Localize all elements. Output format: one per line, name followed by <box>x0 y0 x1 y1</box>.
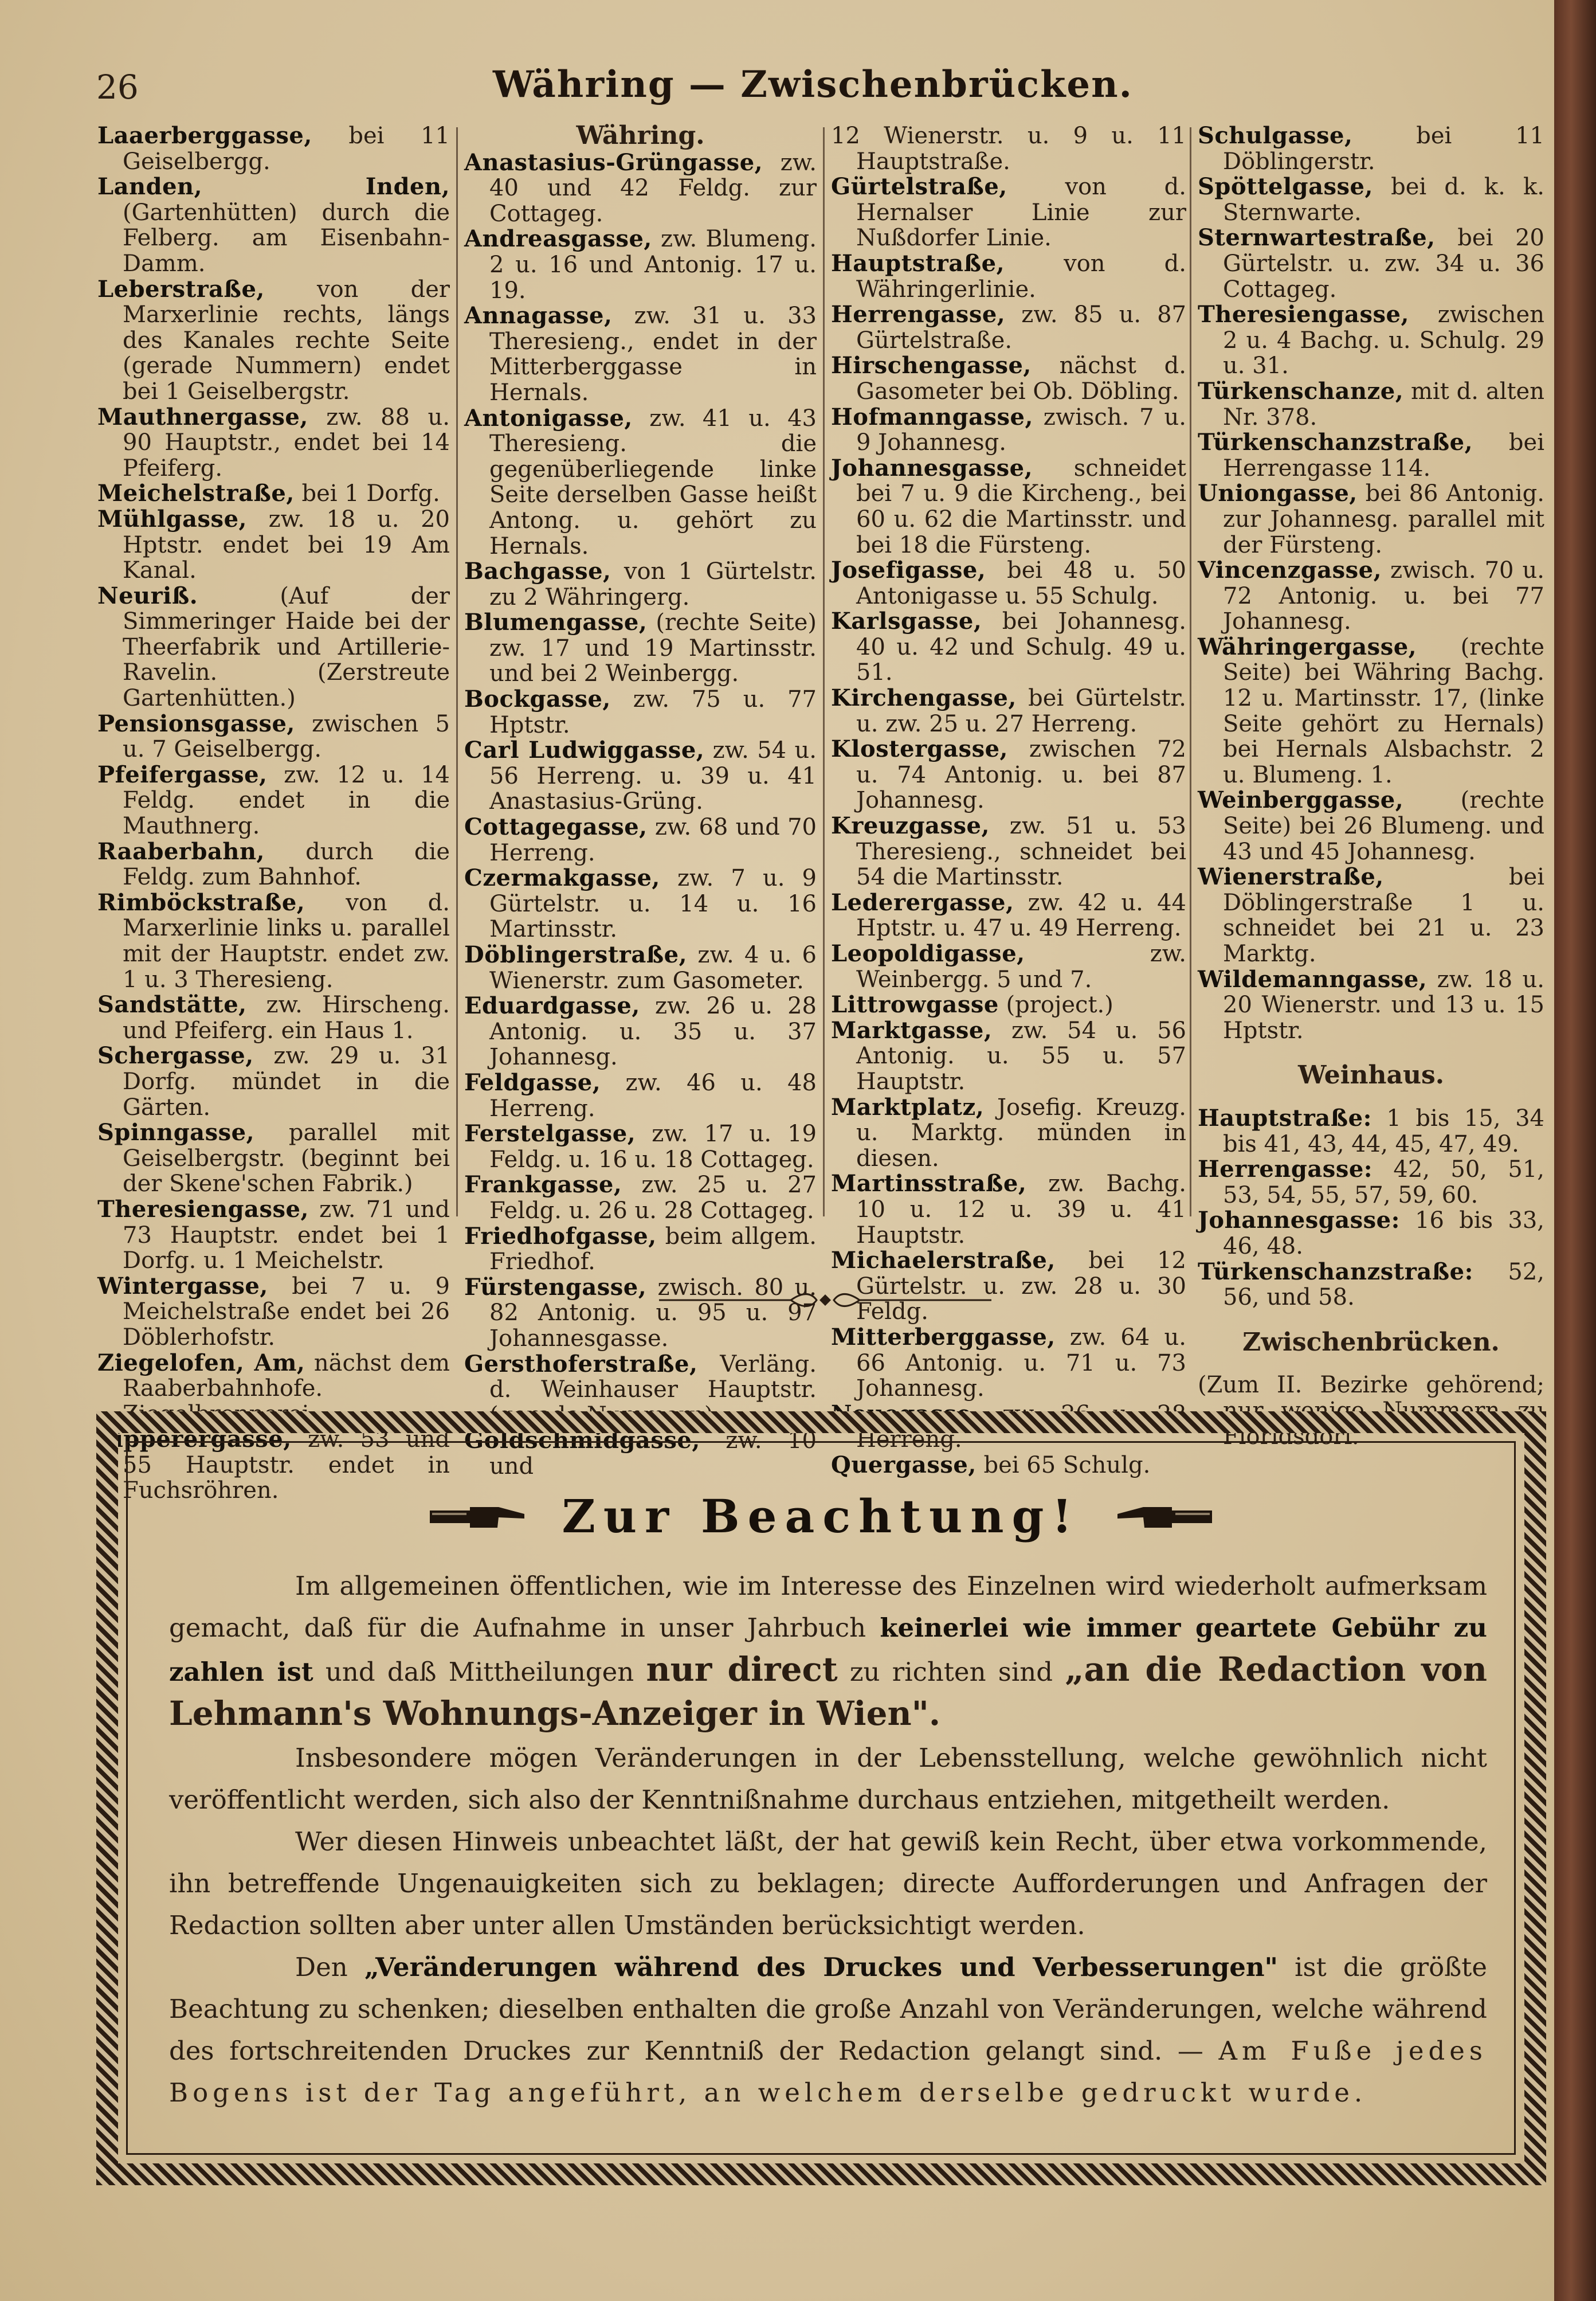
street-name: Frankgasse, <box>464 1171 622 1199</box>
street-description: zw. 18 u. 20 Hptstr. endet bei 19 Am Kanal. <box>123 506 450 584</box>
street-entry <box>1198 1157 1544 1208</box>
notice-text: und daß Mittheilungen <box>313 1657 646 1687</box>
street-description: von 1 Gürtelstr. zu 2 Währingerg. <box>489 558 817 611</box>
street-name: Währingergasse, <box>1198 633 1417 660</box>
street-entry <box>464 226 817 303</box>
street-entry <box>1198 379 1544 430</box>
street-name: Döblingerstraße, <box>464 941 688 968</box>
street-name: Hofmanngasse, <box>831 403 1033 431</box>
street-description: zw. 12 u. 14 Feldg. endet in die Mauthnerg. <box>123 761 450 840</box>
street-description: zwisch. 7 u. 9 Johannesg. <box>856 404 1186 456</box>
street-entry <box>464 1172 817 1223</box>
street-column-4 <box>1198 122 1544 1450</box>
street-name: Quergasse, <box>831 1451 977 1478</box>
street-entry <box>464 815 817 866</box>
street-description: bei 1 Dorfg. <box>294 480 440 507</box>
street-description: zw. 4 u. 6 Wienerstr. zum Gasometer. <box>489 942 817 994</box>
street-entry <box>831 609 1186 686</box>
notice-body <box>169 1565 1487 2114</box>
street-name: Weinberggasse, <box>1198 786 1404 814</box>
street-name: Vincenzgasse, <box>1198 557 1382 584</box>
street-description: bei 86 Antonig. zur Johannesg. parallel mit der Fürsteng. <box>1223 480 1544 558</box>
street-name: Laaerberggasse, <box>97 122 312 149</box>
street-entry <box>464 866 817 942</box>
street-description: zw. 26 u. 28 Herreng. <box>856 1400 1186 1453</box>
street-description: bei Johannesg. 40 u. 42 und Schulg. 49 u. 51. <box>856 608 1186 686</box>
street-entry <box>464 406 817 559</box>
notice-text: zu richten sind <box>837 1657 1065 1687</box>
street-name: Türkenschanzstraße, <box>1198 429 1473 456</box>
street-description: zw. 88 u. 90 Hauptstr., endet bei 14 Pfeiferg. <box>123 404 450 482</box>
street-name: Anastasius-Grüngasse, <box>464 148 763 176</box>
street-description: zw. 29 u. 31 Dorfg. mündet in die Gärten. <box>123 1043 450 1121</box>
street-description: (Gartenhütten) durch die Felberg. am Eisenbahn-Damm. <box>123 199 450 277</box>
street-entry <box>97 839 450 890</box>
street-entry <box>1198 788 1544 864</box>
pointing-hand-right-icon <box>430 1499 527 1533</box>
street-description: (rechte Seite) bei Währing Bachg. 12 u. Martinsstr. 17, (linke Seite gehört zu Hernals) bei Hernals Alsbachstr. 2 u. Blumeng. 1. <box>1223 633 1544 788</box>
street-name: Zipperergasse, <box>97 1426 292 1453</box>
street-entry <box>1198 123 1544 174</box>
street-entry <box>97 1274 450 1351</box>
street-name: Littrowgasse <box>831 991 999 1019</box>
notice-title: Zur Beachtung! <box>562 1489 1080 1543</box>
street-entry <box>97 584 450 711</box>
street-description: zw. 26 u. 28 Antonig. u. 35 u. 37 Johannesg. <box>489 993 817 1071</box>
street-entry <box>831 890 1186 941</box>
street-name: Gürtelstraße, <box>831 173 1007 201</box>
street-entry <box>97 405 450 482</box>
street-entry <box>1198 1208 1544 1259</box>
zwischenbruecken-note: (Zum II. Bezirke gehörend; nur wenige Nummern zu Floridsdorf. <box>1198 1372 1544 1450</box>
street-name: Feldgasse, <box>464 1069 601 1096</box>
street-name: Mühlgasse, <box>97 505 247 533</box>
street-entry <box>831 405 1186 456</box>
street-name: Hauptstraße, <box>831 249 1005 277</box>
street-description: bei 11 Döblingerstr. <box>1223 123 1544 175</box>
street-description: zw. Blumeng. 2 u. 16 und Antonig. 17 u. 19. <box>489 226 817 304</box>
street-description: (Auf der Simmeringer Haide bei der Theerfabrik und Artillerie-Ravelin. (Zerstreute Gartenhütten.) <box>123 582 450 712</box>
street-name: Karlsgasse, <box>831 608 982 635</box>
street-name: Spinngasse, <box>97 1119 255 1146</box>
street-entry <box>97 711 450 762</box>
street-name: Landen, Inden, <box>97 173 450 201</box>
street-entry <box>464 150 817 227</box>
street-entry <box>1198 174 1544 225</box>
street-entry <box>831 251 1186 302</box>
street-column-3 <box>831 123 1186 1478</box>
street-entry <box>1198 481 1544 558</box>
street-description: beim allgem. Friedhof. <box>489 1223 817 1275</box>
street-description: bei 11 Geiselbergg. <box>123 123 450 175</box>
street-entry <box>97 507 450 584</box>
street-entry <box>1198 1106 1544 1157</box>
street-name: Leopoldigasse, <box>831 940 1025 967</box>
street-entry <box>831 992 1186 1018</box>
street-entry <box>97 277 450 405</box>
street-name: Ferstelgasse, <box>464 1120 636 1148</box>
street-description: bei Döblingerstraße 1 u. schneidet bei 21 u. 23 Marktg. <box>1223 864 1544 967</box>
street-name: Carl Ludwiggasse, <box>464 737 705 764</box>
street-description: zw. Weinbergg. 5 und 7. <box>856 941 1186 993</box>
street-entry <box>831 813 1186 890</box>
column-rule <box>456 127 458 1216</box>
street-description: (rechte Seite) bei 26 Blumeng. und 43 und 45 Johannesg. <box>1223 787 1544 865</box>
street-description: zw. Bachg. 10 u. 12 u. 39 u. 41 Hauptstr. <box>856 1171 1186 1249</box>
street-description: nächst d. Gasometer bei Ob. Döbling. <box>856 353 1186 405</box>
street-name: Mauthnergasse, <box>97 403 308 431</box>
street-entry <box>1198 1259 1544 1310</box>
street-entry <box>97 123 450 174</box>
street-name: Michaelerstraße, <box>831 1247 1056 1274</box>
street-entry <box>831 353 1186 404</box>
street-name: Herrengasse: <box>1198 1156 1373 1183</box>
street-name: Herrengasse, <box>831 301 1006 328</box>
street-entry <box>831 1248 1186 1325</box>
street-column-1 <box>97 122 450 1504</box>
street-name: Neuriß. <box>97 582 198 609</box>
street-name: Leberstraße, <box>97 275 265 303</box>
notice-emphasis: „Veränderungen während des Druckes und Verbesserungen" <box>364 1952 1279 1982</box>
street-description: (project.) <box>998 992 1113 1019</box>
street-name: Pensionsgasse, <box>97 710 295 737</box>
street-entry <box>831 1171 1186 1248</box>
street-name: Marktgasse, <box>831 1016 993 1044</box>
street-name: Johannesgasse, <box>831 454 1033 482</box>
street-name: Marktplatz, <box>831 1093 985 1121</box>
street-description: bei Herrengasse 114. <box>1223 429 1544 482</box>
street-entry <box>831 1095 1186 1172</box>
street-name: Ziegelofen, Am, <box>97 1349 305 1376</box>
street-entry <box>831 558 1186 609</box>
street-entry <box>97 1043 450 1120</box>
street-name: Türkenschanzstraße: <box>1198 1258 1473 1285</box>
street-description: zw. 54 u. 56 Herreng. u. 39 u. 41 Anastasius-Grüng. <box>489 737 817 815</box>
street-description: von der Marxerlinie rechts, längs des Kanales rechte Seite (gerade Nummern) endet bei 1 Geiselbergstr. <box>123 276 450 405</box>
street-name: Goldschmidgasse, <box>464 1427 700 1454</box>
street-description: 12 Wienerstr. u. 9 u. 11 Hauptstraße. <box>831 123 1186 175</box>
street-description: zwischen 2 u. 4 Bachg. u. Schulg. 29 u. 31. <box>1223 302 1544 379</box>
street-description: bei d. k. k. Sternwarte. <box>1223 174 1544 226</box>
street-entry <box>1198 864 1544 966</box>
street-name: Klostergasse, <box>831 735 1008 763</box>
street-description: zw. 75 u. 77 Hptstr. <box>489 686 817 738</box>
book-edge <box>1554 0 1596 2301</box>
subheading-weinhaus: Weinhaus. <box>1297 1061 1445 1090</box>
street-entry <box>464 559 817 610</box>
street-description: zw. 54 u. 56 Antonig. u. 55 u. 57 Hauptstr. <box>856 1017 1186 1095</box>
street-entry <box>97 890 450 992</box>
street-name: Friedhofgasse, <box>464 1222 657 1250</box>
street-entry <box>1198 225 1544 302</box>
street-name: Josefigasse, <box>831 557 986 584</box>
street-description: zw. 40 und 42 Feldg. zur Cottageg. <box>489 149 817 227</box>
street-entry <box>831 174 1186 251</box>
street-name: Gersthoferstraße, <box>464 1350 698 1378</box>
notice-emphasis: keinerlei wie immer geartete Gebühr zu zahlen ist <box>169 1613 1488 1687</box>
street-description: zw. 18 u. 20 Wienerstr. und 13 u. 15 Hptstr. <box>1223 966 1544 1044</box>
street-entry <box>831 737 1186 813</box>
street-description: von d. Marxerlinie links u. parallel mit der Hauptstr. endet zw. 1 u. 3 Theresieng. <box>123 889 450 993</box>
subheading-zwischenbruecken: Zwischenbrücken. <box>1242 1327 1500 1357</box>
street-entry <box>1198 967 1544 1044</box>
notice-emphasis: nur direct <box>646 1650 838 1689</box>
street-name: Hirschengasse, <box>831 352 1032 379</box>
street-description: mit d. alten Nr. 378. <box>1223 378 1544 431</box>
street-name: Theresiengasse, <box>97 1195 309 1223</box>
street-entry <box>464 993 817 1070</box>
street-description: 1 bis 15, 34 bis 41, 43, 44, 45, 47, 49. <box>1223 1105 1544 1157</box>
street-column-2 <box>464 121 817 1480</box>
notice-address: „an die Redaction von Lehmann's Wohnungs-Anzeiger in Wien". <box>169 1650 1487 1733</box>
street-description: bei 65 Schulg. <box>976 1451 1151 1478</box>
street-entry <box>97 1120 450 1197</box>
street-description: zw. Hirscheng. und Pfeiferg. ein Haus 1. <box>123 992 450 1044</box>
street-entry <box>831 1018 1186 1095</box>
street-description: zwischen 5 u. 7 Geiselbergg. <box>123 710 450 763</box>
street-name: Meichelstraße, <box>97 480 295 507</box>
street-name: Andreasgasse, <box>464 225 652 253</box>
street-name: Bachgasse, <box>464 558 611 585</box>
street-description: zw. 10 und <box>489 1427 817 1480</box>
street-entry <box>1198 558 1544 635</box>
street-description: zw. 71 und 73 Hauptstr. endet bei 1 Dorfg. u. 1 Meichelstr. <box>123 1196 450 1274</box>
street-entry <box>1198 302 1544 379</box>
street-entry <box>831 123 1186 174</box>
column-rule <box>823 127 825 1216</box>
street-name: Schulgasse, <box>1198 122 1353 149</box>
street-name: Hauptstraße: <box>1198 1104 1372 1132</box>
column-rule <box>1190 127 1191 1216</box>
street-description: Verläng. d. Weinhauser Hauptstr. (gerade Nummern) <box>489 1351 817 1429</box>
pointing-hand-left-icon <box>1115 1499 1212 1533</box>
notice-text: ist die größte Beachtung zu schenken; dieselben enthalten die große Anzahl von Veränderungen, welche während des fortschreitenden Druckes zur Kenntniß der Redaction gelangt sind. — <box>169 1952 1487 2066</box>
street-description: bei 12 Gürtelstr. u. zw. 28 u. 30 Feldg. <box>856 1247 1186 1325</box>
street-name: Wintergasse, <box>97 1272 268 1300</box>
street-description: parallel mit Geiselbergstr. (beginnt bei der Skene'schen Fabrik.) <box>123 1120 450 1198</box>
street-entry <box>1198 635 1544 788</box>
street-entry <box>831 1325 1186 1402</box>
street-entry <box>464 610 817 687</box>
street-description: schneidet bei 7 u. 9 die Kircheng., bei 60 u. 62 die Martinsstr. und bei 18 die Fürsteng. <box>856 455 1186 558</box>
street-name: Sternwartestraße, <box>1198 224 1436 252</box>
street-name: Neuegasse, <box>831 1400 980 1427</box>
district-heading-waehring: Währing. <box>576 121 705 150</box>
street-entry <box>464 1224 817 1275</box>
street-name: Lederergasse, <box>831 889 1014 916</box>
street-name: Mitterberggasse, <box>831 1323 1056 1351</box>
street-description: nächst dem Raaberbahnhofe. Ziegelbrennerei. <box>123 1349 450 1427</box>
street-description: zw. 46 u. 48 Herreng. <box>489 1069 817 1122</box>
street-name: Kirchengasse, <box>831 684 1017 712</box>
notice-text: Den <box>295 1952 364 1982</box>
street-description: zw. 41 u. 43 Theresieng. die gegenüberliegende linke Seite derselben Gasse heißt Antong. u. gehört zu Hernals. <box>489 405 817 559</box>
street-name: Fürstengasse, <box>464 1273 647 1301</box>
notice-paragraph-2: Insbesondere mögen Veränderungen in der Lebensstellung, welche gewöhnlich nicht veröffentlicht werden, sich also der Kenntnißnahme durchaus entziehen, mitgetheilt werden. <box>169 1743 1487 1815</box>
street-entry <box>464 1070 817 1121</box>
street-name: Pfeifergasse, <box>97 761 268 788</box>
street-description: zw. 42 u. 44 Hptstr. u. 47 u. 49 Herreng. <box>856 889 1186 942</box>
street-description: Josefig. Kreuzg. u. Marktg. münden in diesen. <box>856 1094 1186 1172</box>
page-number: 26 <box>96 68 139 107</box>
notice-text: Im allgemeinen öffentlichen, wie im Interesse des Einzelnen wird wiederholt aufmerksam gemacht, daß für die Aufnahme in unser Jahrbuch <box>169 1571 1487 1643</box>
street-entry <box>464 942 817 993</box>
street-entry <box>831 941 1186 992</box>
street-name: Bockgasse, <box>464 686 611 713</box>
street-description: zwisch. 80 u. 82 Antonig. u. 95 u. 97 Johannesgasse. <box>489 1274 817 1352</box>
street-description: zw. 7 u. 9 Gürtelstr. u. 14 u. 16 Martinsstr. <box>489 865 817 943</box>
street-description: zwisch. 70 u. 72 Antonig. u. bei 77 Johannesg. <box>1223 557 1544 635</box>
notice-spaced-text: Am Fuße jedes Bogens ist der Tag angeführt, an welchem derselbe gedruckt wurde. <box>169 2036 1487 2108</box>
street-name: Kreuzgasse, <box>831 812 990 840</box>
street-description: (rechte Seite) zw. 17 und 19 Martinsstr. und bei 2 Weinbergg. <box>489 609 817 687</box>
street-name: Cottagegasse, <box>464 813 648 841</box>
street-description: zw. 64 u. 66 Antonig. u. 71 u. 73 Johannesg. <box>856 1324 1186 1402</box>
street-entry <box>464 1275 817 1352</box>
street-name: Antonigasse, <box>464 404 633 432</box>
street-name: Eduardgasse, <box>464 992 640 1020</box>
street-entry <box>464 738 817 815</box>
street-description: bei 20 Gürtelstr. u. zw. 34 u. 36 Cottageg. <box>1223 225 1544 303</box>
street-name: Blumengasse, <box>464 609 648 636</box>
street-description: von d. Hernalser Linie zur Nußdorfer Linie. <box>856 174 1186 252</box>
street-description: 16 bis 33, 46, 48. <box>1223 1207 1544 1259</box>
notice-paragraph-3: Wer diesen Hinweis unbeachtet läßt, der hat gewiß kein Recht, über etwa vorkommende, ihn betreffende Ungenauigkeiten sich zu beklagen; directe Aufforderungen und Anfragen der Redaction sollten aber unter allen Umständen berücksichtigt werden. <box>169 1826 1487 1940</box>
notice-paragraph-1 <box>169 1565 1487 1737</box>
street-name: Sandstätte, <box>97 991 247 1019</box>
street-entry <box>464 1121 817 1172</box>
street-description: zw. 51 u. 53 Theresieng., schneidet bei 54 die Martinsstr. <box>856 813 1186 891</box>
street-description: bei 48 u. 50 Antonigasse u. 55 Schulg. <box>856 557 1186 609</box>
street-name: Wienerstraße, <box>1198 863 1384 891</box>
street-description: zw. 17 u. 19 Feldg. u. 16 u. 18 Cottageg. <box>489 1121 817 1173</box>
street-name: Annagasse, <box>464 302 613 330</box>
running-head: Währing — Zwischenbrücken. <box>493 63 1133 106</box>
street-name: Johannesgasse: <box>1198 1207 1400 1234</box>
street-description: zw. 31 u. 33 Theresieng., endet in der Mitterberggasse in Hernals. <box>489 303 817 406</box>
street-name: Rimböckstraße, <box>97 889 305 916</box>
street-name: Theresiengasse, <box>1198 301 1409 328</box>
street-name: Uniongasse, <box>1198 480 1358 507</box>
street-description: 52, 56, und 58. <box>1223 1258 1544 1311</box>
street-name: Wildemanngasse, <box>1198 965 1428 993</box>
street-name: Spöttelgasse, <box>1198 173 1373 201</box>
street-entry <box>831 302 1186 353</box>
street-description: von d. Währingerlinie. <box>856 250 1186 303</box>
street-entry <box>97 992 450 1043</box>
street-description: bei 7 u. 9 Meichelstraße endet bei 26 Döblerhofstr. <box>123 1273 450 1351</box>
street-name: Martinsstraße, <box>831 1170 1027 1198</box>
street-entry <box>97 481 450 507</box>
street-description: durch die Feldg. zum Bahnhof. <box>123 838 450 891</box>
street-entry <box>831 686 1186 737</box>
street-entry <box>97 174 450 276</box>
street-entry <box>831 456 1186 558</box>
street-entry <box>464 687 817 738</box>
notice-title-row <box>126 1485 1516 1548</box>
street-description: zw. 25 u. 27 Feldg. u. 26 u. 28 Cottageg. <box>489 1172 817 1224</box>
notice-paragraph-4 <box>169 1946 1487 2114</box>
street-entry <box>97 1197 450 1274</box>
street-description: zw. 68 und 70 Herreng. <box>489 814 817 866</box>
street-name: Raaberbahn, <box>97 838 265 865</box>
street-name: Czermakgasse, <box>464 864 660 892</box>
street-entry <box>1198 430 1544 481</box>
street-description: zw. 85 u. 87 Gürtelstraße. <box>856 302 1186 354</box>
street-description: bei Gürtelstr. u. zw. 25 u. 27 Herreng. <box>856 685 1186 737</box>
ornamental-divider-icon <box>659 1290 991 1310</box>
street-entry <box>97 762 450 839</box>
street-description: 42, 50, 51, 53, 54, 55, 57, 59, 60. <box>1223 1156 1544 1208</box>
street-name: Schergasse, <box>97 1042 254 1070</box>
street-entry <box>464 303 817 405</box>
street-name: Türkenschanze, <box>1198 377 1404 405</box>
street-description: zw. 53 und 55 Hauptstr. endet in Fuchsröhren. <box>123 1426 450 1504</box>
street-description: zwischen 72 u. 74 Antonig. u. bei 87 Johannesg. <box>856 736 1186 814</box>
